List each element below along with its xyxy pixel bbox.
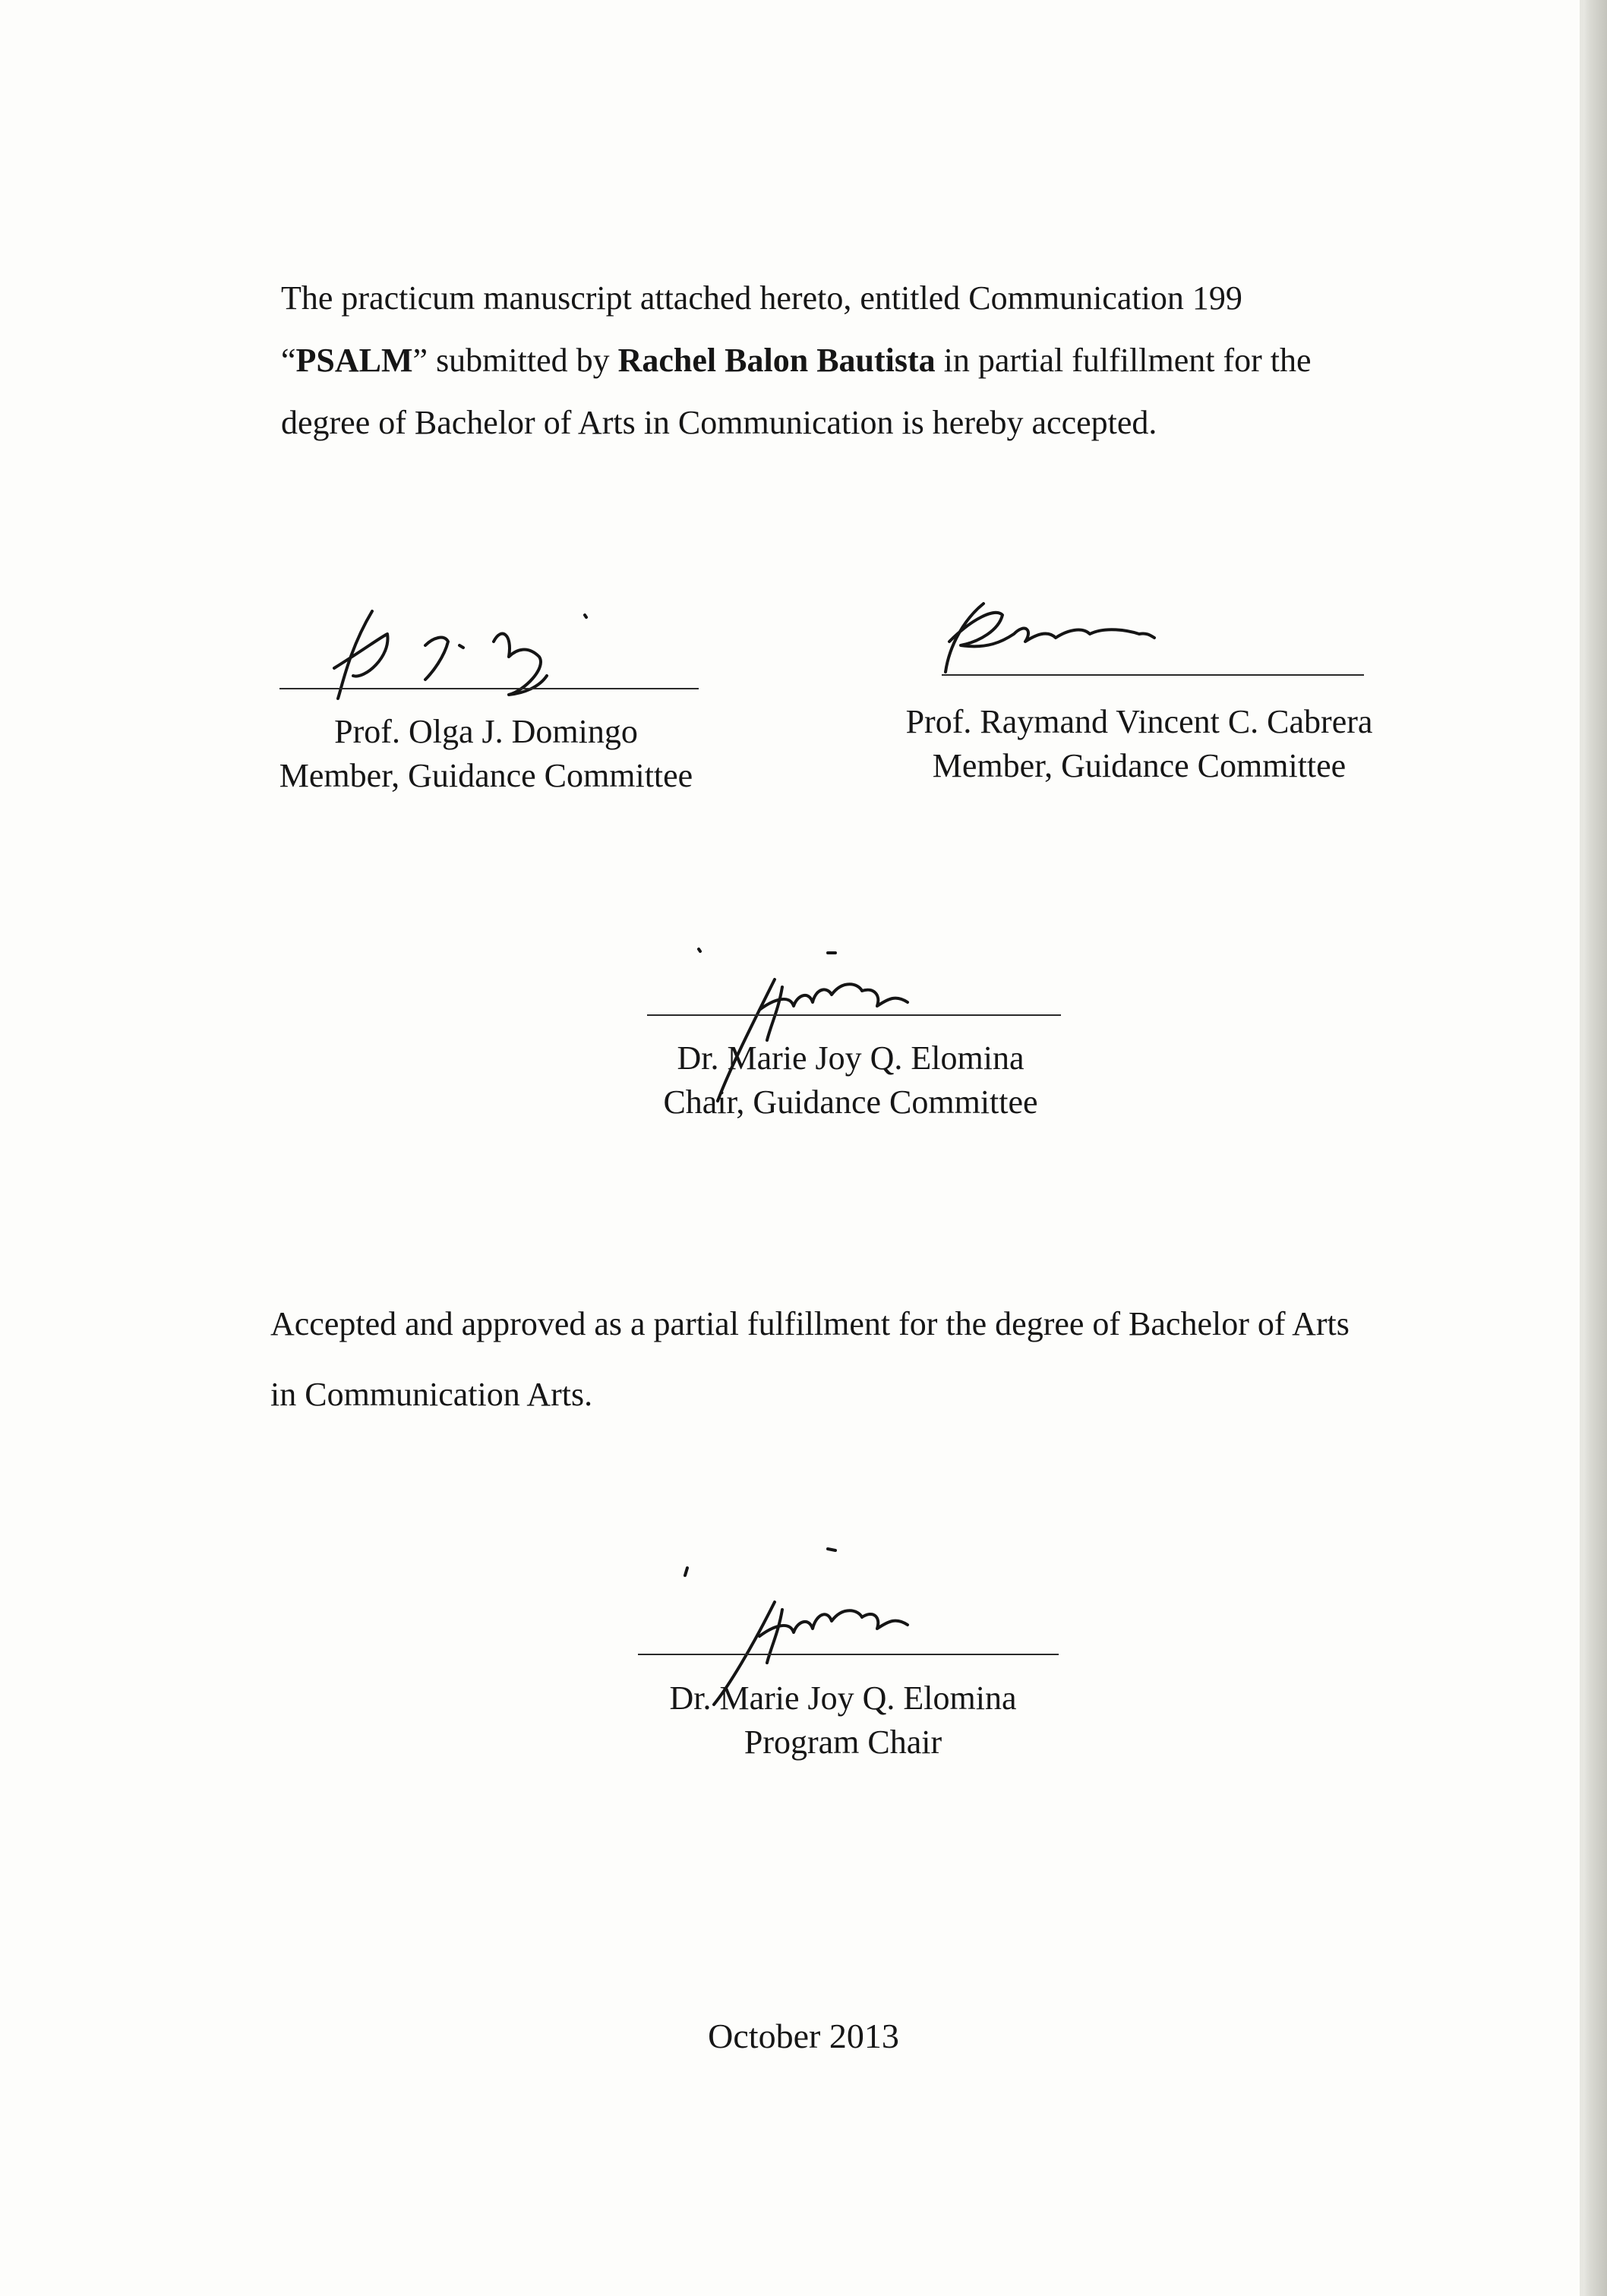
signature-domingo [319, 604, 638, 725]
signatory-cabrera [858, 700, 1420, 788]
manuscript-title: PSALM [295, 342, 413, 379]
author-name: Rachel Balon Bautista [617, 342, 936, 379]
signatory-name: Dr. Marie Joy Q. Elomina [677, 1039, 1025, 1077]
signatory-role: Member, Guidance Committee [932, 747, 1347, 784]
signature-line-domingo [279, 688, 699, 689]
page-edge [1580, 0, 1607, 2296]
approval-line-2: in Communication Arts. [270, 1376, 593, 1413]
signature-line-cabrera [942, 674, 1364, 676]
signatory-role: Chair, Guidance Committee [663, 1083, 1038, 1121]
acceptance-line-2: “PSALM” submitted by Rachel Balon Bautista in partial fulfillment for the [281, 342, 1312, 379]
signatory-name: Prof. Olga J. Domingo [334, 713, 638, 750]
signatory-elomina-program-chair [592, 1676, 1094, 1765]
signature-line-elomina-chair [647, 1014, 1061, 1016]
signatory-domingo [251, 710, 721, 798]
signatory-elomina-chair [608, 1036, 1094, 1124]
signatory-role: Program Chair [744, 1724, 942, 1761]
signature-line-elomina-program-chair [638, 1654, 1059, 1655]
signatory-name: Dr. Marie Joy Q. Elomina [669, 1679, 1017, 1717]
signatory-role: Member, Guidance Committee [279, 757, 693, 794]
signatory-name: Prof. Raymand Vincent C. Cabrera [905, 703, 1373, 740]
acceptance-line-1: The practicum manuscript attached hereto, entitled Communication 199 [281, 279, 1242, 317]
approval-line-1: Accepted and approved as a partial fulfillment for the degree of Bachelor of Arts [270, 1305, 1350, 1342]
acceptance-line-3: degree of Bachelor of Arts in Communication is hereby accepted. [281, 404, 1157, 441]
document-date: October 2013 [708, 2017, 899, 2055]
signature-cabrera [942, 588, 1261, 687]
